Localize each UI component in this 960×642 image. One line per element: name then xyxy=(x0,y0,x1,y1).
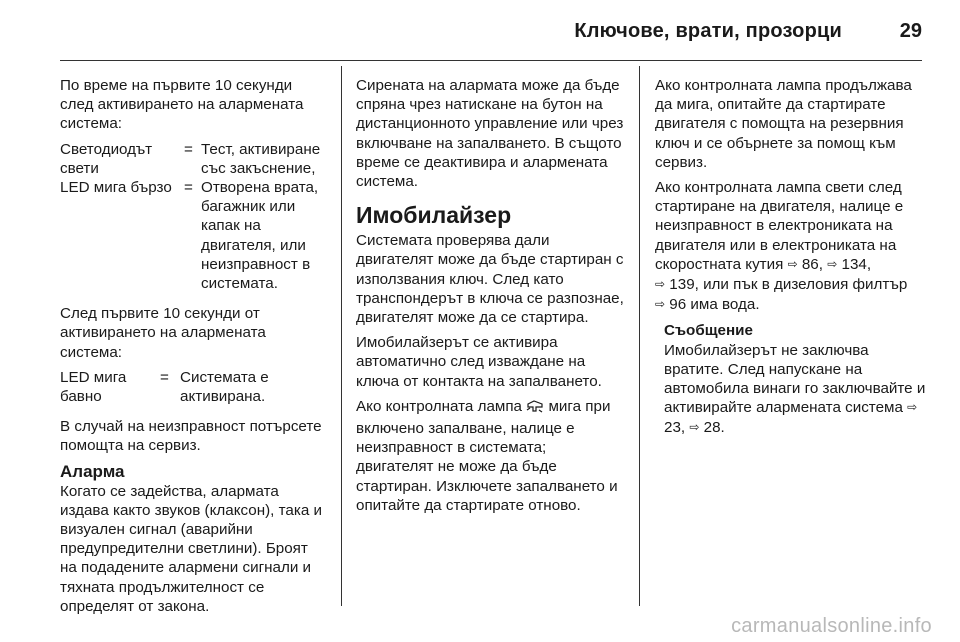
cross-reference-link[interactable]: 28. xyxy=(703,419,725,437)
paragraph xyxy=(655,178,927,315)
paragraph: След първите 10 секунди от активирането на алармената система: xyxy=(60,305,266,361)
cross-reference-link[interactable]: 96 има вода. xyxy=(669,296,760,314)
column-divider-1 xyxy=(341,66,342,606)
led-status-list xyxy=(60,140,328,294)
text-span: Имобилайзерът не заключва вратите. След напускане на автомобила винаги го заключвайте и активирайте алармената система xyxy=(664,341,926,417)
led-status-description: Системата е активирана. xyxy=(180,368,269,406)
column-2 xyxy=(356,76,624,521)
led-status-row xyxy=(60,140,328,178)
header-rule xyxy=(60,60,922,61)
arrow-right-icon: ⇨ xyxy=(787,256,798,271)
cross-reference-link[interactable]: 134, xyxy=(841,255,872,273)
paragraph: Ако контролната лампа продължава да мига, опитайте да стартирате двигателя с помощта на резервния ключ и се обърнете за помощ към сервиз. xyxy=(655,77,912,171)
column-3 xyxy=(655,76,927,439)
cross-reference-link[interactable]: 23, xyxy=(664,419,686,437)
led-status-description: Тест, активиране със закъснение, xyxy=(201,140,321,177)
text-span: мига при включено запалване, налице е неизправност в системата; двигателят не може да бъде стартиран. Изключете запалването и опитайте да стартирате отново. xyxy=(356,397,618,514)
arrow-right-icon: ⇨ xyxy=(655,297,666,312)
note-box xyxy=(664,321,927,438)
paragraph: Сирената на алармата може да бъде спряна чрез натискане на бутон на дистанционното управление или чрез включване на запалването. В същото време се деактивира и алармената система. xyxy=(356,77,624,191)
led-status-term: LED мига бавно xyxy=(60,368,127,406)
text-span: Ако контролната лампа xyxy=(356,397,523,415)
text-span: Ако контролната лампа свети след стартиране на двигателя, налице е неизправност в електрониката на двигателя или в електрониката на скоростната кутия xyxy=(655,179,904,273)
paragraph xyxy=(356,397,624,515)
section-heading-immobiliser: Имобилайзер xyxy=(356,202,512,229)
column-1 xyxy=(60,76,328,622)
led-status-list xyxy=(60,368,328,406)
cross-reference-link[interactable]: 86, xyxy=(801,255,823,273)
page-number: 29 xyxy=(899,20,922,42)
watermark: carmanualsonline.info xyxy=(731,615,932,637)
note-title: Съобщение xyxy=(664,322,753,340)
arrow-right-icon: ⇨ xyxy=(827,256,838,271)
led-status-row xyxy=(60,178,328,293)
cross-reference-link[interactable]: 139, или пък в дизеловия филтър xyxy=(669,276,908,294)
led-status-term: Светодиодът свети xyxy=(60,140,153,177)
paragraph: По време на първите 10 секунди след активирането на алармената система: xyxy=(60,77,304,133)
equals-sign: = xyxy=(184,179,193,197)
arrow-right-icon: ⇨ xyxy=(907,400,918,415)
arrow-right-icon: ⇨ xyxy=(689,420,700,435)
paragraph: Имобилайзерът се активира автоматично след изваждане на ключа от контакта на запалването. xyxy=(356,334,602,390)
section-heading-alarm: Аларма xyxy=(60,461,125,481)
led-status-row xyxy=(60,368,328,406)
paragraph: Системата проверява дали двигателят може да бъде стартиран с използвания ключ. След като транспондерът в ключа се разпознае, двигателят може да се стартира. xyxy=(356,232,624,327)
paragraph: Когато се задейства, алармата издава както звуков (клаксон), така и визуален сигнал (аварийни предупредителни светлини). Броят на подадените алармени сигнали и тяхната продължителност се определят от закона. xyxy=(60,482,322,615)
led-status-term: LED мига бързо xyxy=(60,179,172,197)
paragraph: В случай на неизправност потърсете помощта на сервиз. xyxy=(60,418,322,455)
equals-sign: = xyxy=(184,140,193,158)
note-text xyxy=(664,341,927,439)
equals-sign: = xyxy=(160,368,169,386)
column-divider-2 xyxy=(639,66,640,606)
arrow-right-icon: ⇨ xyxy=(655,277,666,292)
immobiliser-lamp-icon xyxy=(526,398,544,419)
page-title: Ключове, врати, прозорци xyxy=(574,20,842,42)
led-status-description: Отворена врата, багажник или капак на двигателя, или неизправност в системата. xyxy=(201,179,319,293)
